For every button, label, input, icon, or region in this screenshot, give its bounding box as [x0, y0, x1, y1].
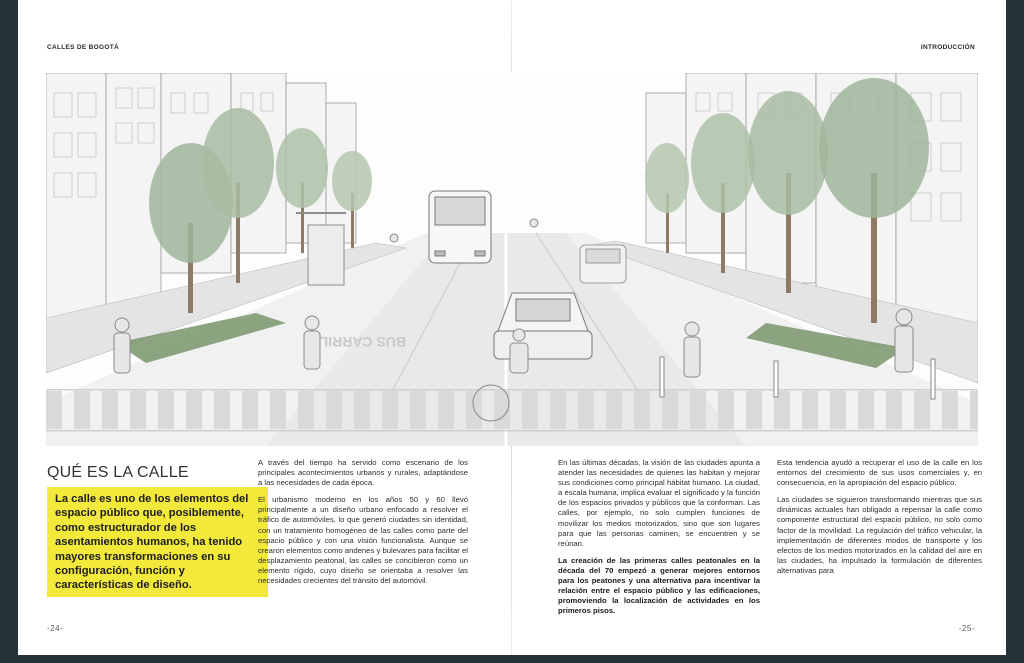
- col3-paragraph-1: Esta tendencia ayudó a recuperar el uso de la calle en los entornos del crecimiento de sus usos comerciales y, en consecuencia, en la apropiación del espacio público.: [777, 458, 982, 488]
- body-column-3: [777, 458, 982, 583]
- running-head-left: CALLES DE BOGOTÁ: [47, 44, 119, 51]
- viewer-frame-left: [0, 0, 18, 663]
- col2-paragraph-1: En las últimas décadas, la visión de las ciudades apunta a atender las necesidades de quienes las habitan y mejorar sus condiciones como principal hábitat humano. La ciudad, a escala humana, implica evaluar el significado y la función de los espacios privados y públicos que la conforman. Las calles, por ejemplo, no solo cumplen funciones de movilizar los medios motorizados, sino que son lugares para que las personas caminen, se encuentren y se reúnan.: [558, 458, 760, 548]
- street-illustration: [46, 73, 978, 446]
- body-column-2: [558, 458, 760, 623]
- section-title: QUÉ ES LA CALLE: [47, 464, 189, 481]
- body-column-1: [258, 458, 468, 593]
- bus-lane-marking: BUS CARRIL: [319, 334, 406, 350]
- bus: [429, 191, 491, 263]
- highlight-callout: [47, 487, 268, 597]
- page-number-left: -24-: [47, 624, 64, 633]
- col1-paragraph-1: A través del tiempo ha servido como escenario de los principales acontecimientos urbanos y rurales, adaptándose a las necesidades de cada época.: [258, 458, 468, 488]
- page-number-right: -25-: [958, 624, 975, 633]
- magazine-spread: [18, 0, 1006, 655]
- viewer-frame-bottom: [0, 655, 1024, 663]
- car-front: [494, 293, 592, 359]
- car-back: [580, 245, 626, 283]
- callout-text: La calle es uno de los elementos del espacio público que, posiblemente, como estructurador de los asentamientos humanos, ha tenido mayores transformaciones en su configuración, función y características de diseño.: [55, 493, 249, 592]
- running-head-right: INTRODUCCIÓN: [920, 44, 975, 51]
- col2-bold-paragraph: La creación de las primeras calles peatonales en la década del 70 empezó a generar mejores entornos para los peatones y una alternativa para incentivar la relación entre el espacio público y las edificaciones, promoviendo la localización de actividades en los primeros pisos.: [558, 555, 760, 616]
- col3-paragraph-2: Las ciudades se siguieron transformando mientras que sus dinámicas actuales han obligado a repensar la calle como componente estructural del espacio público, no solo como factor de la movilidad. La regulación del tráfico vehicular, la implementación de diferentes modos de transporte y los efectos de los medios motorizados en la calidad del aire en las ciudades, ha impulsado la formulación de diferentes alternativas para: [777, 495, 982, 575]
- viewer-frame-right: [1006, 0, 1024, 663]
- col1-paragraph-2: El urbanismo moderno en los años 50 y 60 llevó principalmente a un diseño urbano enfocado a resolver el tráfico de automóviles, lo que generó ciudades sin identidad, con un tratamiento homogéneo de las calles como parte del espacio público y con una visión funcionalista. Aunque se crearon elementos como andenes y bulevares para facilitar el desplazamiento peatonal, las calles se concibieron como un elemento rígido, cuyo diseño se orientaba a resolver las necesidades crecientes del tránsito del automóvil.: [258, 495, 468, 586]
